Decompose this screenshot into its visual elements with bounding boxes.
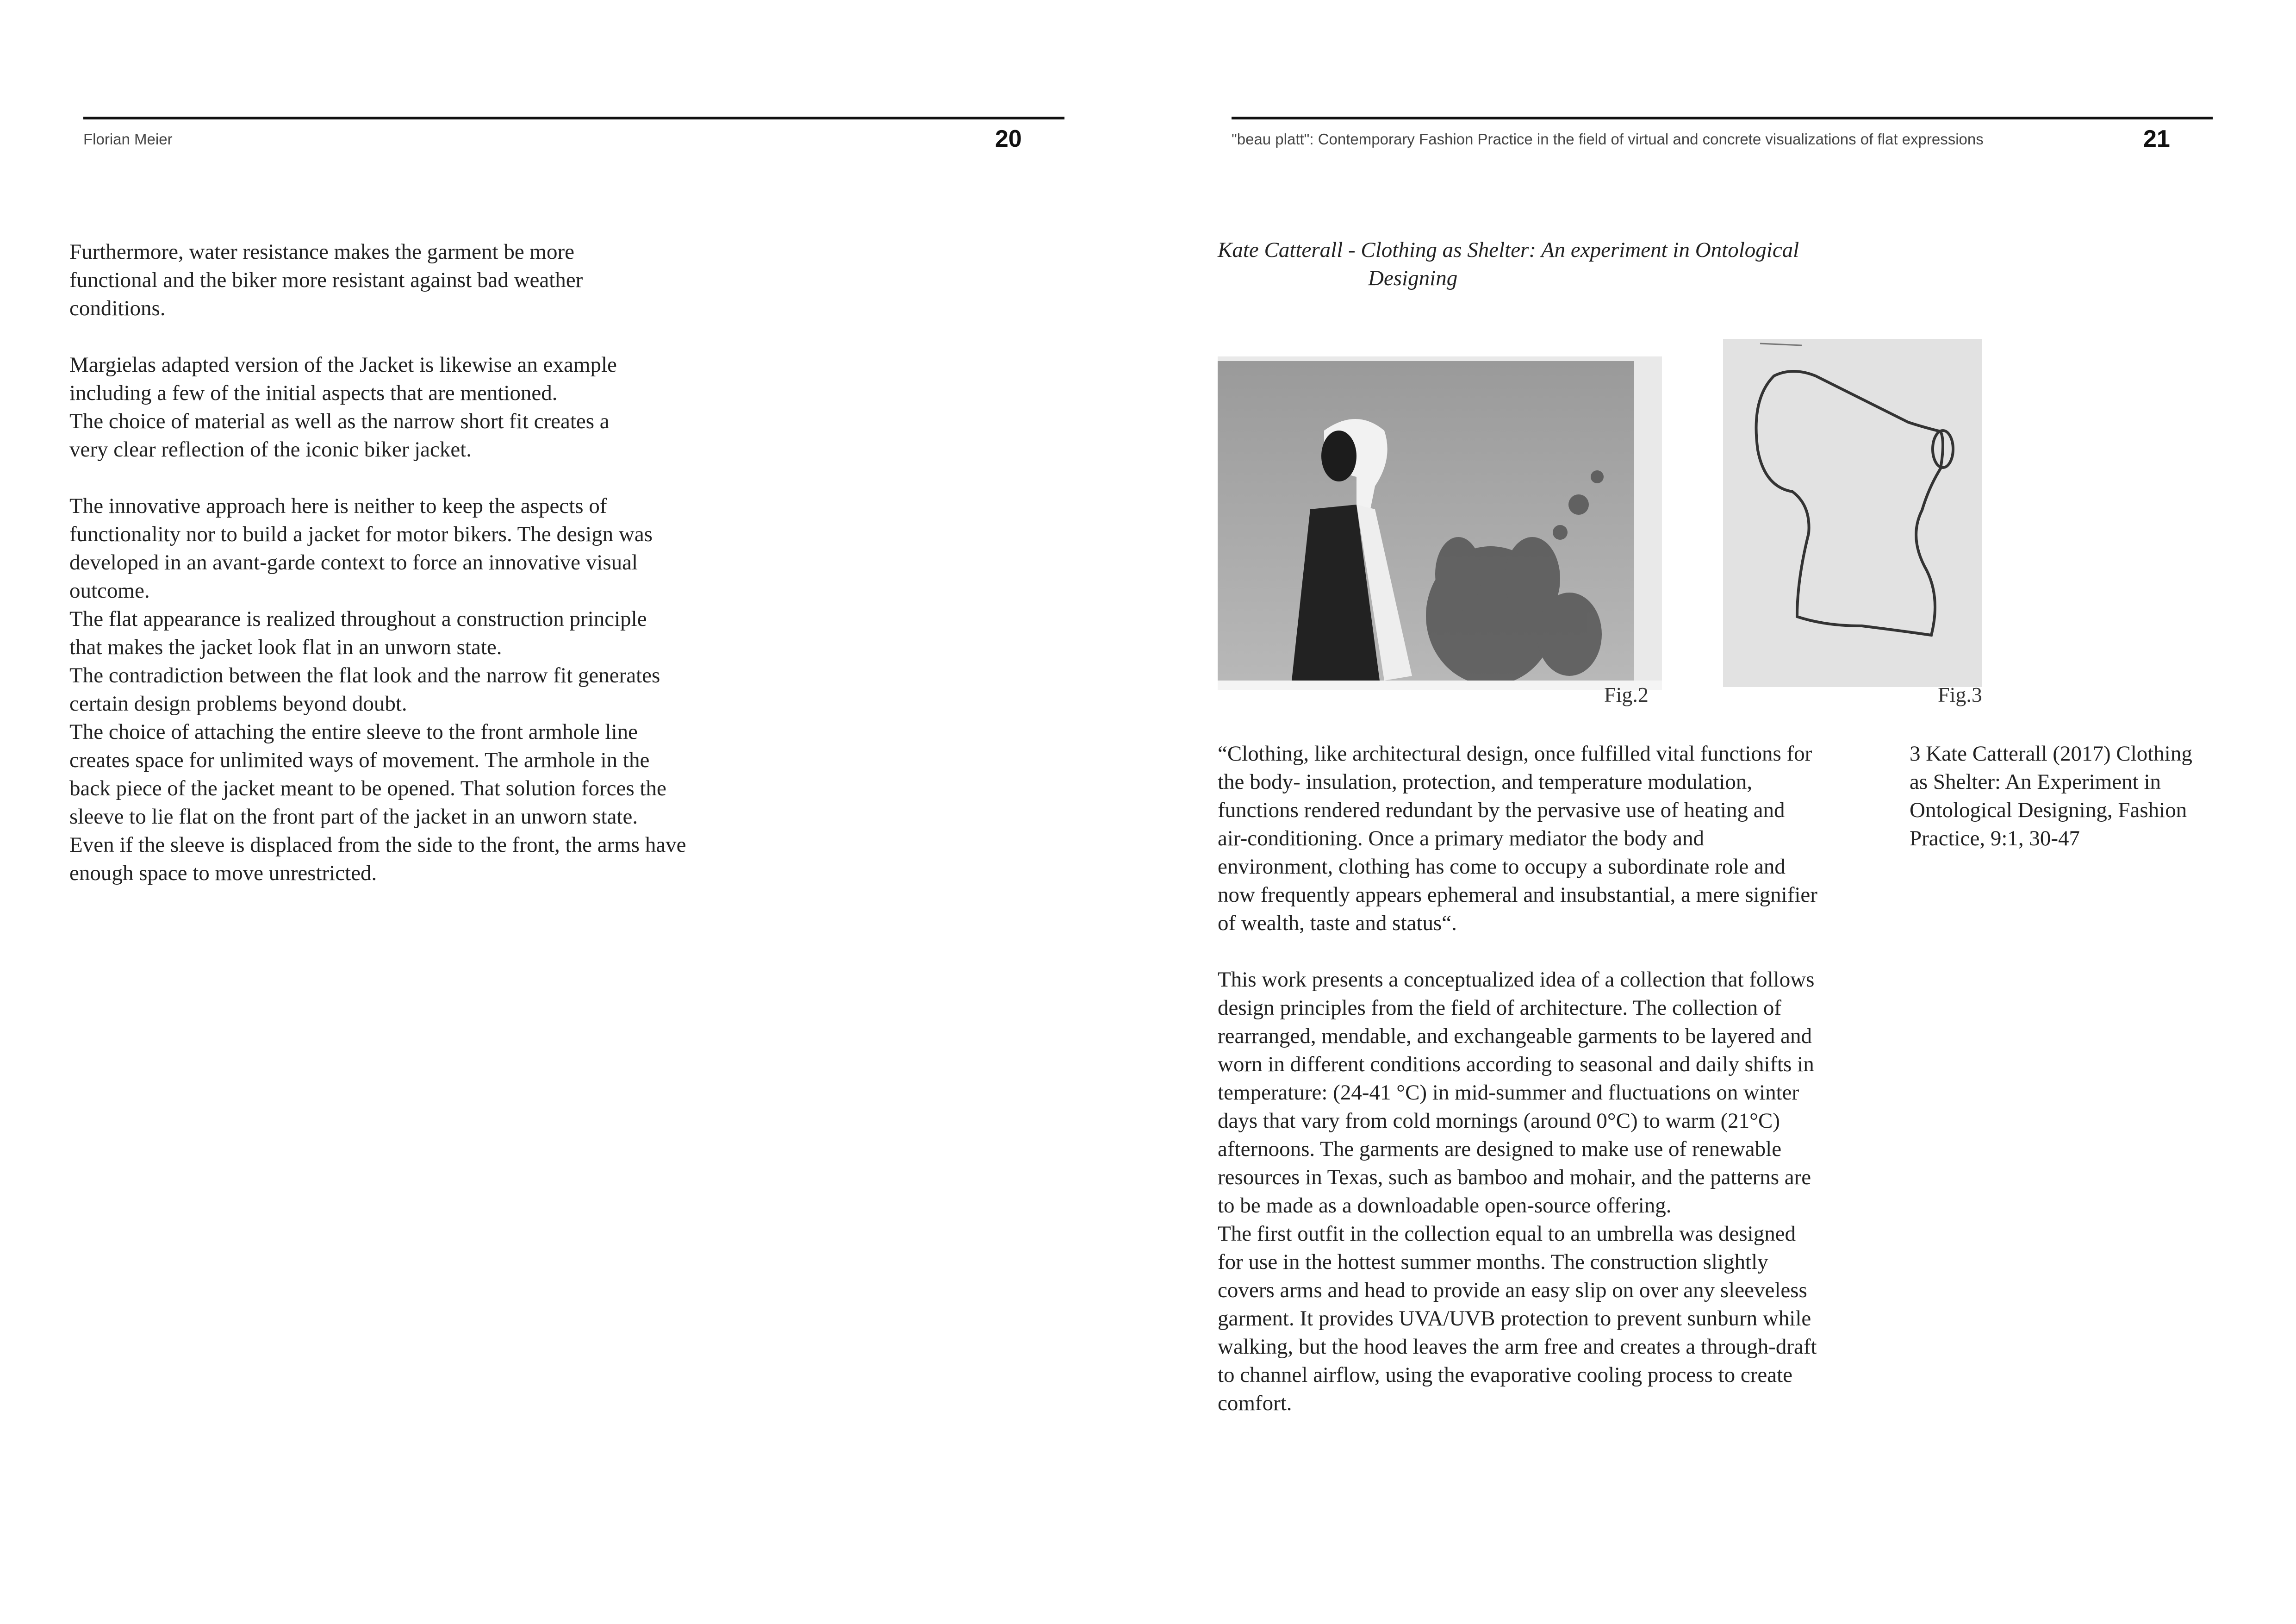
text-line: environment, clothing has come to occupy a subordinate role and [1218,855,1786,879]
section-title-line: Kate Catterall - Clothing as Shelter: An experiment in Ontological [1218,238,1799,262]
text-line: to be made as a downloadable open-source offering. [1218,1193,1672,1218]
text-line: Even if the sleeve is displaced from the side to the front, the arms have [69,833,686,857]
footnote-line: Ontological Designing, Fashion [1910,798,2187,822]
text-line: design principles from the field of architecture. The collection of [1218,996,1782,1020]
text-line: temperature: (24-41 °C) in mid-summer and fluctuations on winter [1218,1081,1799,1105]
paragraph [69,351,856,464]
text-line: afternoons. The garments are designed to make use of renewable [1218,1137,1782,1161]
text-line: covers arms and head to provide an easy slip on over any sleeveless [1218,1278,1807,1302]
text-line: air-conditioning. Once a primary mediator the body and [1218,826,1705,850]
footnote-line: Practice, 9:1, 30-47 [1910,826,2080,850]
text-line: “Clothing, like architectural design, once fulfilled vital functions for [1218,742,1812,766]
text-line: sleeve to lie flat on the front part of the jacket in an unworn state. [69,805,638,829]
text-line: including a few of the initial aspects that are mentioned. [69,381,558,405]
paragraph [69,492,856,887]
text-line: The first outfit in the collection equal to an umbrella was designed [1218,1222,1796,1246]
text-line: garment. It provides UVA/UVB protection to prevent sunburn while [1218,1306,1811,1330]
text-line: conditions. [69,296,166,320]
body-text [69,238,856,887]
text-line: functions rendered redundant by the pervasive use of heating and [1218,798,1785,822]
text-line: Margielas adapted version of the Jacket is likewise an example [69,353,617,377]
text-line: worn in different conditions according to seasonal and daily shifts in [1218,1052,1814,1076]
section-title-line: Designing [1368,266,1458,290]
text-line: Furthermore, water resistance makes the garment be more [69,240,575,264]
text-line: The choice of material as well as the narrow short fit creates a [69,409,610,433]
text-line: that makes the jacket look flat in an unworn state. [69,635,502,659]
text-line: back piece of the jacket meant to be opened. That solution forces the [69,776,666,800]
text-line: of wealth, taste and status“. [1218,911,1457,935]
header-rule [1232,117,2213,119]
section-title [1218,236,1935,293]
header-title: "beau platt": Contemporary Fashion Practice in the field of virtual and concrete visualizations of flat expressions [1232,131,1984,148]
text-line: very clear reflection of the iconic biker jacket. [69,437,472,462]
garment-photo [1218,356,1662,690]
text-line: The contradiction between the flat look and the narrow fit generates [69,663,660,687]
text-line: The flat appearance is realized throughout a construction principle [69,607,647,631]
text-line: to channel airflow, using the evaporative cooling process to create [1218,1363,1792,1387]
text-line: comfort. [1218,1391,1292,1415]
body-text [1218,740,1875,1418]
text-line: the body- insulation, protection, and temperature modulation, [1218,770,1753,794]
text-line: resources in Texas, such as bamboo and mohair, and the patterns are [1218,1165,1811,1189]
text-line: outcome. [69,579,150,603]
figure-caption: Fig.3 [1938,683,1982,706]
right-page [1148,0,2296,1624]
footnote [1910,740,2234,853]
header-author: Florian Meier [83,131,173,148]
figure-caption: Fig.2 [1604,683,1649,706]
text-line: functional and the biker more resistant against bad weather [69,268,583,292]
header-rule [83,117,1064,119]
text-line: The innovative approach here is neither to keep the aspects of [69,494,607,518]
paragraph [1218,966,1875,1418]
footnote-line: 3 Kate Catterall (2017) Clothing [1910,742,2192,766]
text-line: days that vary from cold mornings (around 0°C) to warm (21°C) [1218,1109,1780,1133]
text-line: walking, but the hood leaves the arm free and creates a through-draft [1218,1335,1817,1359]
paragraph [69,238,856,323]
garment-sketch [1723,339,1982,687]
text-line: certain design problems beyond doubt. [69,692,407,716]
footnote-line: as Shelter: An Experiment in [1910,770,2161,794]
page-number: 20 [995,125,1022,152]
text-line: This work presents a conceptualized idea of a collection that follows [1218,968,1815,992]
text-line: rearranged, mendable, and exchangeable garments to be layered and [1218,1024,1812,1048]
page-number: 21 [2143,125,2170,152]
quote-paragraph [1218,740,1875,937]
text-line: The choice of attaching the entire sleeve to the front armhole line [69,720,638,744]
text-line: enough space to move unrestricted. [69,861,377,885]
text-line: creates space for unlimited ways of movement. The armhole in the [69,748,650,772]
figure-sketch [1723,339,1982,687]
figure-photo [1218,356,1662,690]
text-line: functionality nor to build a jacket for motor bikers. The design was [69,522,653,546]
text-line: now frequently appears ephemeral and insubstantial, a mere signifier [1218,883,1817,907]
text-line: developed in an avant-garde context to force an innovative visual [69,550,638,575]
text-line: for use in the hottest summer months. The construction slightly [1218,1250,1768,1274]
